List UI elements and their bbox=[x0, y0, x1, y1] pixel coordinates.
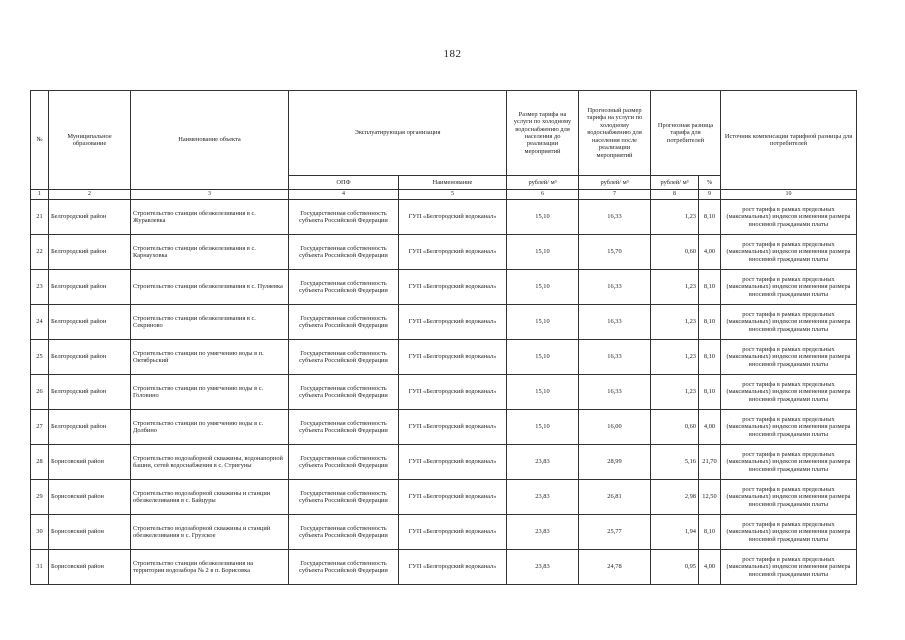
row-diff-rub: 1,23 bbox=[651, 305, 699, 340]
row-object: Строительство водозаборной скважины, водонапорной башни, сетей водоснабжения в с. Стригуны bbox=[131, 445, 289, 480]
row-object: Строительство водозаборной скважины и станций обезжелезивания в с. Грузское bbox=[131, 515, 289, 550]
row-district: Белгородский район bbox=[49, 375, 131, 410]
table-body bbox=[31, 200, 857, 585]
row-diff-rub: 0,60 bbox=[651, 235, 699, 270]
row-diff-rub: 1,23 bbox=[651, 200, 699, 235]
column-number-row bbox=[31, 190, 857, 200]
column-number: 6 bbox=[507, 190, 579, 200]
row-diff-pct: 4,00 bbox=[699, 550, 721, 585]
row-diff-rub: 1,23 bbox=[651, 375, 699, 410]
row-opf: Государственная собственность субъекта Российской Федерации bbox=[289, 410, 399, 445]
row-number: 22 bbox=[31, 235, 49, 270]
column-number: 8 bbox=[651, 190, 699, 200]
row-diff-pct: 8,10 bbox=[699, 375, 721, 410]
row-tariff-forecast: 26,81 bbox=[579, 480, 651, 515]
row-object: Строительство станции по умягчению воды в с. Долбино bbox=[131, 410, 289, 445]
row-diff-rub: 1,23 bbox=[651, 340, 699, 375]
table-row bbox=[31, 445, 857, 480]
table-row bbox=[31, 235, 857, 270]
row-district: Белгородский район bbox=[49, 305, 131, 340]
row-object: Строительство станции обезжелезивания на территории водозабора № 2 в п. Борисовка bbox=[131, 550, 289, 585]
row-tariff-forecast: 16,33 bbox=[579, 270, 651, 305]
tariff-table bbox=[30, 90, 857, 585]
column-number: 10 bbox=[721, 190, 857, 200]
row-compensation-source: рост тарифа в рамках предельных (максимальных) индексов изменения размера вносимой гражданами платы bbox=[721, 305, 857, 340]
row-tariff-forecast: 25,77 bbox=[579, 515, 651, 550]
row-tariff-forecast: 28,99 bbox=[579, 445, 651, 480]
row-district: Белгородский район bbox=[49, 200, 131, 235]
header-unit-diff: рублей/ м³ bbox=[651, 176, 699, 190]
row-object: Строительство станции обезжелезивания в с. Карнауховка bbox=[131, 235, 289, 270]
row-number: 28 bbox=[31, 445, 49, 480]
row-diff-rub: 1,23 bbox=[651, 270, 699, 305]
row-district: Борисовский район bbox=[49, 480, 131, 515]
row-district: Белгородский район bbox=[49, 340, 131, 375]
row-tariff-current: 23,83 bbox=[507, 550, 579, 585]
row-tariff-current: 23,83 bbox=[507, 515, 579, 550]
row-organization: ГУП «Белгородский водоканал» bbox=[399, 550, 507, 585]
row-opf: Государственная собственность субъекта Российской Федерации bbox=[289, 235, 399, 270]
row-district: Борисовский район bbox=[49, 515, 131, 550]
header-unit-current: рублей/ м³ bbox=[507, 176, 579, 190]
table-row bbox=[31, 480, 857, 515]
header-municipality: Муниципальное образование bbox=[49, 91, 131, 190]
row-organization: ГУП «Белгородский водоканал» bbox=[399, 305, 507, 340]
row-tariff-current: 15,10 bbox=[507, 200, 579, 235]
row-object: Строительство станции обезжелезивания в с. Секриново bbox=[131, 305, 289, 340]
row-organization: ГУП «Белгородский водоканал» bbox=[399, 200, 507, 235]
row-tariff-forecast: 16,33 bbox=[579, 305, 651, 340]
row-diff-rub: 1,94 bbox=[651, 515, 699, 550]
row-organization: ГУП «Белгородский водоканал» bbox=[399, 410, 507, 445]
row-diff-rub: 0,60 bbox=[651, 410, 699, 445]
row-organization: ГУП «Белгородский водоканал» bbox=[399, 270, 507, 305]
column-number: 1 bbox=[31, 190, 49, 200]
row-number: 24 bbox=[31, 305, 49, 340]
table-header bbox=[31, 91, 857, 200]
row-tariff-current: 23,83 bbox=[507, 480, 579, 515]
row-compensation-source: рост тарифа в рамках предельных (максимальных) индексов изменения размера вносимой гражданами платы bbox=[721, 550, 857, 585]
table-row bbox=[31, 270, 857, 305]
row-opf: Государственная собственность субъекта Российской Федерации bbox=[289, 200, 399, 235]
table-row bbox=[31, 515, 857, 550]
column-number: 2 bbox=[49, 190, 131, 200]
row-opf: Государственная собственность субъекта Российской Федерации bbox=[289, 445, 399, 480]
table-row bbox=[31, 550, 857, 585]
row-district: Белгородский район bbox=[49, 410, 131, 445]
row-diff-pct: 8,10 bbox=[699, 270, 721, 305]
row-diff-pct: 4,00 bbox=[699, 235, 721, 270]
header-num: № bbox=[31, 91, 49, 190]
header-opf: ОПФ bbox=[289, 176, 399, 190]
row-number: 21 bbox=[31, 200, 49, 235]
row-number: 30 bbox=[31, 515, 49, 550]
header-tariff-current: Размер тарифа на услуги по холодному водоснабжению для населения до реализации мероприятий bbox=[507, 91, 579, 176]
row-diff-pct: 12,50 bbox=[699, 480, 721, 515]
row-tariff-forecast: 16,33 bbox=[579, 200, 651, 235]
row-tariff-forecast: 16,33 bbox=[579, 375, 651, 410]
row-object: Строительство станции по умягчению воды в п. Октябрьский bbox=[131, 340, 289, 375]
row-organization: ГУП «Белгородский водоканал» bbox=[399, 340, 507, 375]
row-diff-pct: 4,00 bbox=[699, 410, 721, 445]
header-tariff-diff: Прогнозная разница тарифа для потребителей bbox=[651, 91, 721, 176]
row-organization: ГУП «Белгородский водоканал» bbox=[399, 480, 507, 515]
row-compensation-source: рост тарифа в рамках предельных (максимальных) индексов изменения размера вносимой гражданами платы bbox=[721, 515, 857, 550]
row-district: Белгородский район bbox=[49, 235, 131, 270]
table-row bbox=[31, 200, 857, 235]
row-diff-pct: 8,10 bbox=[699, 515, 721, 550]
row-compensation-source: рост тарифа в рамках предельных (максимальных) индексов изменения размера вносимой гражданами платы bbox=[721, 480, 857, 515]
row-tariff-current: 15,10 bbox=[507, 340, 579, 375]
row-diff-rub: 2,98 bbox=[651, 480, 699, 515]
row-compensation-source: рост тарифа в рамках предельных (максимальных) индексов изменения размера вносимой гражданами платы bbox=[721, 270, 857, 305]
column-number: 3 bbox=[131, 190, 289, 200]
table-row bbox=[31, 340, 857, 375]
row-tariff-forecast: 16,33 bbox=[579, 340, 651, 375]
row-object: Строительство станции обезжелезивания в с. Журавлевка bbox=[131, 200, 289, 235]
row-opf: Государственная собственность субъекта Российской Федерации bbox=[289, 375, 399, 410]
row-number: 31 bbox=[31, 550, 49, 585]
row-compensation-source: рост тарифа в рамках предельных (максимальных) индексов изменения размера вносимой гражданами платы bbox=[721, 375, 857, 410]
row-diff-rub: 5,16 bbox=[651, 445, 699, 480]
row-district: Борисовский район bbox=[49, 445, 131, 480]
header-object: Наименование объекта bbox=[131, 91, 289, 190]
row-compensation-source: рост тарифа в рамках предельных (максимальных) индексов изменения размера вносимой гражданами платы bbox=[721, 410, 857, 445]
row-diff-rub: 0,95 bbox=[651, 550, 699, 585]
column-number: 5 bbox=[399, 190, 507, 200]
column-number: 7 bbox=[579, 190, 651, 200]
header-operator-name: Наименование bbox=[399, 176, 507, 190]
row-number: 27 bbox=[31, 410, 49, 445]
row-compensation-source: рост тарифа в рамках предельных (максимальных) индексов изменения размера вносимой гражданами платы bbox=[721, 235, 857, 270]
row-tariff-current: 15,10 bbox=[507, 235, 579, 270]
row-number: 29 bbox=[31, 480, 49, 515]
row-number: 23 bbox=[31, 270, 49, 305]
row-organization: ГУП «Белгородский водоканал» bbox=[399, 515, 507, 550]
row-object: Строительство водозаборной скважины и станции обезжелезивания в с. Байцуры bbox=[131, 480, 289, 515]
row-opf: Государственная собственность субъекта Российской Федерации bbox=[289, 340, 399, 375]
row-diff-pct: 8,10 bbox=[699, 200, 721, 235]
table-row bbox=[31, 305, 857, 340]
row-tariff-current: 23,83 bbox=[507, 445, 579, 480]
row-number: 26 bbox=[31, 375, 49, 410]
row-object: Строительство станции обезжелезивания в с. Пуляевка bbox=[131, 270, 289, 305]
table-row bbox=[31, 410, 857, 445]
row-tariff-current: 15,10 bbox=[507, 410, 579, 445]
row-opf: Государственная собственность субъекта Российской Федерации bbox=[289, 480, 399, 515]
header-unit-pct: % bbox=[699, 176, 721, 190]
row-opf: Государственная собственность субъекта Российской Федерации bbox=[289, 515, 399, 550]
row-number: 25 bbox=[31, 340, 49, 375]
row-tariff-forecast: 16,00 bbox=[579, 410, 651, 445]
row-tariff-forecast: 24,78 bbox=[579, 550, 651, 585]
row-diff-pct: 8,10 bbox=[699, 305, 721, 340]
row-tariff-forecast: 15,70 bbox=[579, 235, 651, 270]
header-unit-forecast: рублей/ м³ bbox=[579, 176, 651, 190]
row-compensation-source: рост тарифа в рамках предельных (максимальных) индексов изменения размера вносимой гражданами платы bbox=[721, 200, 857, 235]
row-object: Строительство станции по умягчению воды в с. Головино bbox=[131, 375, 289, 410]
row-organization: ГУП «Белгородский водоканал» bbox=[399, 235, 507, 270]
row-tariff-current: 15,10 bbox=[507, 270, 579, 305]
row-district: Белгородский район bbox=[49, 270, 131, 305]
table-row bbox=[31, 375, 857, 410]
row-opf: Государственная собственность субъекта Российской Федерации bbox=[289, 270, 399, 305]
row-compensation-source: рост тарифа в рамках предельных (максимальных) индексов изменения размера вносимой гражданами платы bbox=[721, 445, 857, 480]
row-tariff-current: 15,10 bbox=[507, 305, 579, 340]
column-number: 4 bbox=[289, 190, 399, 200]
header-tariff-forecast: Прогнозный размер тарифа на услуги по холодному водоснабжению для населения после реализации мероприятий bbox=[579, 91, 651, 176]
header-operator: Эксплуатирующая организация bbox=[289, 91, 507, 176]
page-number: 182 bbox=[443, 48, 462, 60]
column-number: 9 bbox=[699, 190, 721, 200]
row-tariff-current: 15,10 bbox=[507, 375, 579, 410]
row-diff-pct: 8,10 bbox=[699, 340, 721, 375]
row-opf: Государственная собственность субъекта Российской Федерации bbox=[289, 305, 399, 340]
row-organization: ГУП «Белгородский водоканал» bbox=[399, 445, 507, 480]
row-opf: Государственная собственность субъекта Российской Федерации bbox=[289, 550, 399, 585]
row-district: Борисовский район bbox=[49, 550, 131, 585]
row-compensation-source: рост тарифа в рамках предельных (максимальных) индексов изменения размера вносимой гражданами платы bbox=[721, 340, 857, 375]
row-diff-pct: 21,70 bbox=[699, 445, 721, 480]
row-organization: ГУП «Белгородский водоканал» bbox=[399, 375, 507, 410]
header-source: Источник компенсации тарифной разницы для потребителей bbox=[721, 91, 857, 190]
